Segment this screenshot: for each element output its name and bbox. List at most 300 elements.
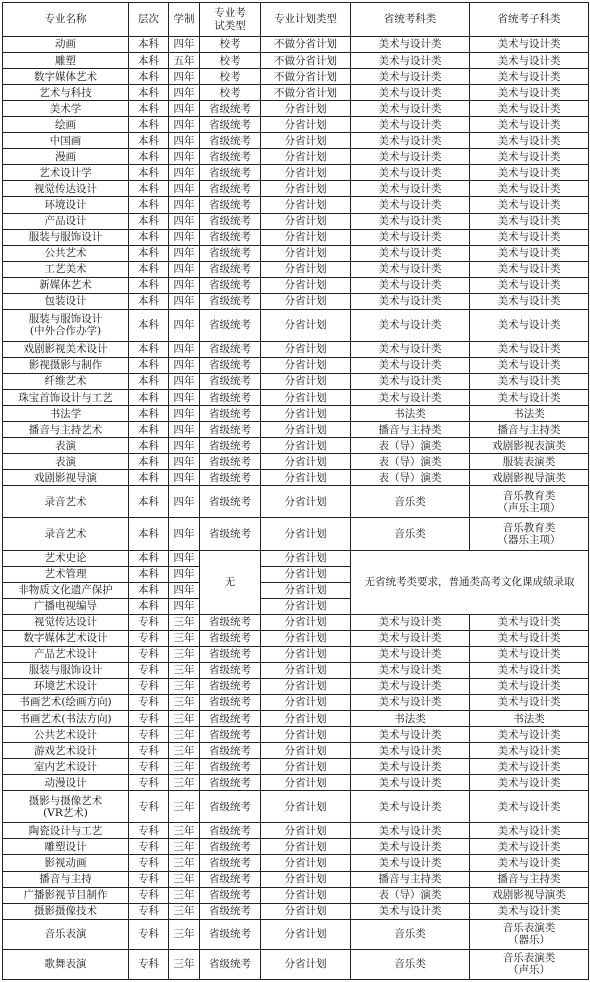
cell-exam-type: 省级统考 bbox=[200, 839, 261, 855]
cell-exam-type: 省级统考 bbox=[200, 438, 261, 454]
cell-exam-type: 省级统考 bbox=[200, 743, 261, 759]
cell-sub-subject: 音乐表演类 （器乐） bbox=[470, 919, 589, 949]
cell-duration: 四年 bbox=[169, 261, 200, 277]
cell-level: 专科 bbox=[129, 662, 169, 678]
cell-duration: 三年 bbox=[169, 903, 200, 919]
cell-plan-type: 分省计划 bbox=[261, 374, 351, 390]
cell-level: 本科 bbox=[129, 309, 169, 341]
cell-level: 专科 bbox=[129, 711, 169, 727]
cell-plan-type: 分省计划 bbox=[261, 823, 351, 839]
cell-duration: 四年 bbox=[169, 213, 200, 229]
table-row bbox=[3, 486, 589, 518]
cell-exam-type: 省级统考 bbox=[200, 518, 261, 550]
table-row bbox=[3, 309, 589, 341]
cell-subject: 美术与设计类 bbox=[351, 743, 470, 759]
cell-name: 广播电视编导 bbox=[3, 598, 129, 614]
cell-duration: 三年 bbox=[169, 662, 200, 678]
cell-name: 录音艺术 bbox=[3, 486, 129, 518]
cell-name: 表演 bbox=[3, 454, 129, 470]
cell-subject: 美术与设计类 bbox=[351, 903, 470, 919]
table-row bbox=[3, 293, 589, 309]
cell-sub-subject: 美术与设计类 bbox=[470, 390, 589, 406]
cell-duration: 三年 bbox=[169, 759, 200, 775]
cell-name: 服装与服饰设计 bbox=[3, 662, 129, 678]
cell-level: 专科 bbox=[129, 855, 169, 871]
cell-plan-type: 分省计划 bbox=[261, 887, 351, 903]
cell-exam-type: 省级统考 bbox=[200, 470, 261, 486]
cell-sub-subject: 音乐教育类 （器乐主项） bbox=[470, 518, 589, 550]
cell-name: 环境艺术设计 bbox=[3, 678, 129, 694]
cell-subject: 美术与设计类 bbox=[351, 245, 470, 261]
table-row bbox=[3, 775, 589, 791]
cell-subject: 美术与设计类 bbox=[351, 662, 470, 678]
cell-exam-type: 省级统考 bbox=[200, 919, 261, 949]
table-row bbox=[3, 101, 589, 117]
cell-subject: 美术与设计类 bbox=[351, 293, 470, 309]
cell-name: 环境设计 bbox=[3, 197, 129, 213]
table-row bbox=[3, 149, 589, 165]
cell-plan-type: 分省计划 bbox=[261, 261, 351, 277]
cell-plan-type: 分省计划 bbox=[261, 791, 351, 823]
cell-plan-type: 分省计划 bbox=[261, 422, 351, 438]
cell-subject: 美术与设计类 bbox=[351, 839, 470, 855]
cell-sub-subject: 美术与设计类 bbox=[470, 759, 589, 775]
cell-subject: 美术与设计类 bbox=[351, 117, 470, 133]
cell-subject: 美术与设计类 bbox=[351, 727, 470, 743]
table-row bbox=[3, 37, 589, 53]
cell-plan-type: 分省计划 bbox=[261, 566, 351, 582]
table-row bbox=[3, 390, 589, 406]
table-row bbox=[3, 165, 589, 181]
cell-plan-type: 分省计划 bbox=[261, 293, 351, 309]
cell-name: 公共艺术设计 bbox=[3, 727, 129, 743]
cell-exam-type: 省级统考 bbox=[200, 486, 261, 518]
cell-sub-subject: 美术与设计类 bbox=[470, 614, 589, 630]
cell-duration: 四年 bbox=[169, 181, 200, 197]
cell-name: 美术学 bbox=[3, 101, 129, 117]
no-exam-note-cell: 无省统考类要求，普通类高考文化课成绩录取 bbox=[351, 550, 589, 614]
cell-duration: 三年 bbox=[169, 823, 200, 839]
cell-plan-type: 分省计划 bbox=[261, 213, 351, 229]
cell-duration: 三年 bbox=[169, 727, 200, 743]
cell-name: 视觉传达设计 bbox=[3, 614, 129, 630]
cell-level: 本科 bbox=[129, 53, 169, 69]
no-exam-type-cell: 无 bbox=[200, 550, 261, 614]
cell-sub-subject: 美术与设计类 bbox=[470, 630, 589, 646]
cell-sub-subject: 美术与设计类 bbox=[470, 727, 589, 743]
cell-subject: 美术与设计类 bbox=[351, 165, 470, 181]
cell-duration: 四年 bbox=[169, 454, 200, 470]
table-row bbox=[3, 341, 589, 357]
cell-level: 本科 bbox=[129, 438, 169, 454]
cell-level: 专科 bbox=[129, 949, 169, 979]
cell-level: 本科 bbox=[129, 598, 169, 614]
table-row bbox=[3, 454, 589, 470]
cell-level: 专科 bbox=[129, 759, 169, 775]
table-row bbox=[3, 357, 589, 373]
table-row bbox=[3, 53, 589, 69]
cell-exam-type: 省级统考 bbox=[200, 662, 261, 678]
table-row bbox=[3, 261, 589, 277]
cell-subject: 美术与设计类 bbox=[351, 229, 470, 245]
cell-level: 专科 bbox=[129, 887, 169, 903]
cell-subject: 美术与设计类 bbox=[351, 197, 470, 213]
cell-exam-type: 省级统考 bbox=[200, 871, 261, 887]
table-row bbox=[3, 213, 589, 229]
cell-level: 本科 bbox=[129, 277, 169, 293]
cell-name: 雕塑 bbox=[3, 53, 129, 69]
cell-exam-type: 省级统考 bbox=[200, 727, 261, 743]
cell-subject: 美术与设计类 bbox=[351, 309, 470, 341]
cell-sub-subject: 美术与设计类 bbox=[470, 791, 589, 823]
cell-exam-type: 省级统考 bbox=[200, 197, 261, 213]
cell-plan-type: 分省计划 bbox=[261, 662, 351, 678]
cell-duration: 三年 bbox=[169, 614, 200, 630]
cell-subject: 美术与设计类 bbox=[351, 277, 470, 293]
cell-subject: 表（导）演类 bbox=[351, 470, 470, 486]
cell-name: 书画艺术(书法方向) bbox=[3, 711, 129, 727]
table-row bbox=[3, 855, 589, 871]
cell-subject: 美术与设计类 bbox=[351, 614, 470, 630]
cell-duration: 四年 bbox=[169, 37, 200, 53]
cell-name: 非物质文化遗产保护 bbox=[3, 582, 129, 598]
cell-sub-subject: 美术与设计类 bbox=[470, 678, 589, 694]
cell-subject: 美术与设计类 bbox=[351, 53, 470, 69]
cell-plan-type: 分省计划 bbox=[261, 855, 351, 871]
cell-sub-subject: 美术与设计类 bbox=[470, 69, 589, 85]
cell-duration: 三年 bbox=[169, 949, 200, 979]
cell-plan-type: 分省计划 bbox=[261, 406, 351, 422]
table-row bbox=[3, 903, 589, 919]
cell-subject: 美术与设计类 bbox=[351, 390, 470, 406]
table-row bbox=[3, 871, 589, 887]
cell-subject: 美术与设计类 bbox=[351, 775, 470, 791]
cell-level: 本科 bbox=[129, 566, 169, 582]
cell-duration: 三年 bbox=[169, 711, 200, 727]
cell-level: 专科 bbox=[129, 791, 169, 823]
table-row bbox=[3, 743, 589, 759]
cell-plan-type: 分省计划 bbox=[261, 694, 351, 710]
table-row bbox=[3, 229, 589, 245]
cell-exam-type: 省级统考 bbox=[200, 149, 261, 165]
cell-exam-type: 省级统考 bbox=[200, 341, 261, 357]
cell-sub-subject: 美术与设计类 bbox=[470, 823, 589, 839]
cell-name: 视觉传达设计 bbox=[3, 181, 129, 197]
table-row bbox=[3, 374, 589, 390]
cell-plan-type: 分省计划 bbox=[261, 454, 351, 470]
cell-exam-type: 省级统考 bbox=[200, 390, 261, 406]
cell-duration: 三年 bbox=[169, 855, 200, 871]
cell-exam-type: 省级统考 bbox=[200, 357, 261, 373]
cell-exam-type: 省级统考 bbox=[200, 678, 261, 694]
cell-subject: 表（导）演类 bbox=[351, 454, 470, 470]
cell-sub-subject: 美术与设计类 bbox=[470, 197, 589, 213]
table-row bbox=[3, 839, 589, 855]
cell-plan-type: 分省计划 bbox=[261, 438, 351, 454]
cell-plan-type: 分省计划 bbox=[261, 775, 351, 791]
cell-plan-type: 分省计划 bbox=[261, 341, 351, 357]
cell-plan-type: 分省计划 bbox=[261, 550, 351, 566]
cell-sub-subject: 美术与设计类 bbox=[470, 903, 589, 919]
col-header-subject: 省统考科类 bbox=[351, 3, 470, 37]
cell-subject: 美术与设计类 bbox=[351, 341, 470, 357]
cell-exam-type: 校考 bbox=[200, 69, 261, 85]
table-row bbox=[3, 759, 589, 775]
cell-duration: 四年 bbox=[169, 341, 200, 357]
cell-level: 本科 bbox=[129, 470, 169, 486]
cell-duration: 四年 bbox=[169, 69, 200, 85]
cell-level: 本科 bbox=[129, 229, 169, 245]
cell-exam-type: 省级统考 bbox=[200, 711, 261, 727]
table-row bbox=[3, 85, 589, 101]
cell-level: 本科 bbox=[129, 390, 169, 406]
cell-name: 艺术史论 bbox=[3, 550, 129, 566]
cell-level: 本科 bbox=[129, 85, 169, 101]
cell-name: 戏剧影视美术设计 bbox=[3, 341, 129, 357]
cell-exam-type: 省级统考 bbox=[200, 791, 261, 823]
table-row bbox=[3, 518, 589, 550]
cell-duration: 四年 bbox=[169, 598, 200, 614]
cell-duration: 四年 bbox=[169, 422, 200, 438]
cell-plan-type: 分省计划 bbox=[261, 117, 351, 133]
cell-sub-subject: 服装表演类 bbox=[470, 454, 589, 470]
cell-subject: 美术与设计类 bbox=[351, 181, 470, 197]
cell-level: 本科 bbox=[129, 181, 169, 197]
cell-exam-type: 省级统考 bbox=[200, 101, 261, 117]
cell-plan-type: 分省计划 bbox=[261, 149, 351, 165]
cell-sub-subject: 美术与设计类 bbox=[470, 646, 589, 662]
cell-exam-type: 省级统考 bbox=[200, 855, 261, 871]
cell-name: 游戏艺术设计 bbox=[3, 743, 129, 759]
table-row bbox=[3, 470, 589, 486]
cell-duration: 四年 bbox=[169, 117, 200, 133]
col-header-duration: 学制 bbox=[169, 3, 200, 37]
cell-duration: 三年 bbox=[169, 919, 200, 949]
cell-plan-type: 分省计划 bbox=[261, 245, 351, 261]
cell-duration: 四年 bbox=[169, 550, 200, 566]
cell-name: 音乐表演 bbox=[3, 919, 129, 949]
cell-duration: 四年 bbox=[169, 309, 200, 341]
cell-sub-subject: 美术与设计类 bbox=[470, 277, 589, 293]
cell-level: 本科 bbox=[129, 69, 169, 85]
cell-exam-type: 省级统考 bbox=[200, 903, 261, 919]
cell-duration: 三年 bbox=[169, 871, 200, 887]
cell-duration: 四年 bbox=[169, 357, 200, 373]
cell-plan-type: 分省计划 bbox=[261, 357, 351, 373]
cell-exam-type: 省级统考 bbox=[200, 422, 261, 438]
cell-name: 广播影视节目制作 bbox=[3, 887, 129, 903]
col-header-sub-subject: 省统考子科类 bbox=[470, 3, 589, 37]
admissions-table bbox=[2, 2, 589, 980]
cell-subject: 美术与设计类 bbox=[351, 101, 470, 117]
table-row bbox=[3, 422, 589, 438]
cell-subject: 表（导）演类 bbox=[351, 887, 470, 903]
cell-subject: 书法类 bbox=[351, 406, 470, 422]
cell-duration: 四年 bbox=[169, 165, 200, 181]
cell-subject: 书法类 bbox=[351, 711, 470, 727]
cell-name: 影视动画 bbox=[3, 855, 129, 871]
cell-exam-type: 省级统考 bbox=[200, 759, 261, 775]
cell-name: 动画 bbox=[3, 37, 129, 53]
cell-level: 本科 bbox=[129, 133, 169, 149]
cell-plan-type: 分省计划 bbox=[261, 390, 351, 406]
table-row bbox=[3, 711, 589, 727]
cell-subject: 音乐类 bbox=[351, 919, 470, 949]
cell-sub-subject: 美术与设计类 bbox=[470, 165, 589, 181]
cell-exam-type: 省级统考 bbox=[200, 694, 261, 710]
cell-subject: 音乐类 bbox=[351, 518, 470, 550]
cell-name: 播音与主持艺术 bbox=[3, 422, 129, 438]
cell-duration: 三年 bbox=[169, 694, 200, 710]
cell-level: 专科 bbox=[129, 614, 169, 630]
cell-plan-type: 分省计划 bbox=[261, 646, 351, 662]
cell-name: 摄影摄像技术 bbox=[3, 903, 129, 919]
cell-sub-subject: 美术与设计类 bbox=[470, 839, 589, 855]
cell-exam-type: 省级统考 bbox=[200, 775, 261, 791]
cell-name: 表演 bbox=[3, 438, 129, 454]
col-header-exam-type: 专业考 试类型 bbox=[200, 3, 261, 37]
cell-level: 专科 bbox=[129, 694, 169, 710]
cell-duration: 五年 bbox=[169, 53, 200, 69]
cell-subject: 美术与设计类 bbox=[351, 213, 470, 229]
cell-duration: 四年 bbox=[169, 566, 200, 582]
cell-exam-type: 省级统考 bbox=[200, 614, 261, 630]
cell-level: 本科 bbox=[129, 341, 169, 357]
cell-level: 专科 bbox=[129, 743, 169, 759]
cell-name: 录音艺术 bbox=[3, 518, 129, 550]
cell-level: 专科 bbox=[129, 903, 169, 919]
table-row bbox=[3, 727, 589, 743]
cell-subject: 美术与设计类 bbox=[351, 149, 470, 165]
cell-plan-type: 分省计划 bbox=[261, 165, 351, 181]
cell-name: 新媒体艺术 bbox=[3, 277, 129, 293]
cell-sub-subject: 音乐教育类 （声乐主项） bbox=[470, 486, 589, 518]
cell-level: 专科 bbox=[129, 919, 169, 949]
cell-duration: 四年 bbox=[169, 149, 200, 165]
cell-sub-subject: 美术与设计类 bbox=[470, 149, 589, 165]
cell-subject: 美术与设计类 bbox=[351, 37, 470, 53]
col-header-level: 层次 bbox=[129, 3, 169, 37]
cell-duration: 四年 bbox=[169, 390, 200, 406]
table-row bbox=[3, 791, 589, 823]
cell-exam-type: 省级统考 bbox=[200, 406, 261, 422]
cell-subject: 美术与设计类 bbox=[351, 85, 470, 101]
cell-level: 本科 bbox=[129, 518, 169, 550]
cell-duration: 四年 bbox=[169, 293, 200, 309]
cell-exam-type: 省级统考 bbox=[200, 165, 261, 181]
cell-exam-type: 省级统考 bbox=[200, 374, 261, 390]
cell-sub-subject: 美术与设计类 bbox=[470, 357, 589, 373]
cell-duration: 四年 bbox=[169, 470, 200, 486]
cell-exam-type: 省级统考 bbox=[200, 181, 261, 197]
cell-name: 服装与服饰设计 bbox=[3, 229, 129, 245]
cell-name: 书画艺术(绘画方向) bbox=[3, 694, 129, 710]
cell-sub-subject: 戏剧影视表演类 bbox=[470, 438, 589, 454]
cell-sub-subject: 播音与主持类 bbox=[470, 422, 589, 438]
cell-plan-type: 分省计划 bbox=[261, 919, 351, 949]
table-row bbox=[3, 662, 589, 678]
cell-sub-subject: 美术与设计类 bbox=[470, 53, 589, 69]
cell-subject: 美术与设计类 bbox=[351, 855, 470, 871]
cell-subject: 音乐类 bbox=[351, 949, 470, 979]
cell-exam-type: 省级统考 bbox=[200, 213, 261, 229]
cell-subject: 美术与设计类 bbox=[351, 646, 470, 662]
cell-duration: 三年 bbox=[169, 887, 200, 903]
cell-exam-type: 校考 bbox=[200, 85, 261, 101]
table-row bbox=[3, 438, 589, 454]
cell-level: 本科 bbox=[129, 293, 169, 309]
cell-plan-type: 不做分省计划 bbox=[261, 53, 351, 69]
cell-subject: 美术与设计类 bbox=[351, 791, 470, 823]
cell-level: 本科 bbox=[129, 149, 169, 165]
cell-level: 本科 bbox=[129, 357, 169, 373]
cell-sub-subject: 美术与设计类 bbox=[470, 341, 589, 357]
cell-exam-type: 省级统考 bbox=[200, 133, 261, 149]
table-row bbox=[3, 646, 589, 662]
cell-level: 本科 bbox=[129, 101, 169, 117]
cell-name: 产品设计 bbox=[3, 213, 129, 229]
cell-plan-type: 分省计划 bbox=[261, 518, 351, 550]
cell-sub-subject: 美术与设计类 bbox=[470, 309, 589, 341]
table-row bbox=[3, 949, 589, 979]
cell-sub-subject: 播音与主持类 bbox=[470, 871, 589, 887]
cell-name: 漫画 bbox=[3, 149, 129, 165]
cell-duration: 四年 bbox=[169, 101, 200, 117]
cell-level: 本科 bbox=[129, 117, 169, 133]
cell-level: 专科 bbox=[129, 839, 169, 855]
cell-sub-subject: 美术与设计类 bbox=[470, 133, 589, 149]
table-row bbox=[3, 630, 589, 646]
cell-plan-type: 分省计划 bbox=[261, 181, 351, 197]
cell-subject: 音乐类 bbox=[351, 486, 470, 518]
cell-duration: 四年 bbox=[169, 518, 200, 550]
cell-level: 专科 bbox=[129, 678, 169, 694]
cell-plan-type: 分省计划 bbox=[261, 678, 351, 694]
table-row bbox=[3, 887, 589, 903]
cell-level: 本科 bbox=[129, 486, 169, 518]
table-row bbox=[3, 694, 589, 710]
cell-subject: 播音与主持类 bbox=[351, 422, 470, 438]
cell-level: 本科 bbox=[129, 422, 169, 438]
table-row bbox=[3, 117, 589, 133]
table-row bbox=[3, 919, 589, 949]
cell-exam-type: 校考 bbox=[200, 37, 261, 53]
cell-level: 专科 bbox=[129, 823, 169, 839]
cell-sub-subject: 美术与设计类 bbox=[470, 245, 589, 261]
cell-level: 本科 bbox=[129, 213, 169, 229]
col-header-plan-type: 专业计划类型 bbox=[261, 3, 351, 37]
cell-name: 公共艺术 bbox=[3, 245, 129, 261]
cell-subject: 美术与设计类 bbox=[351, 823, 470, 839]
cell-plan-type: 分省计划 bbox=[261, 949, 351, 979]
cell-name: 产品艺术设计 bbox=[3, 646, 129, 662]
cell-level: 本科 bbox=[129, 197, 169, 213]
cell-subject: 美术与设计类 bbox=[351, 678, 470, 694]
table-row bbox=[3, 678, 589, 694]
cell-name: 珠宝首饰设计与工艺 bbox=[3, 390, 129, 406]
cell-exam-type: 校考 bbox=[200, 53, 261, 69]
table-row bbox=[3, 406, 589, 422]
cell-plan-type: 不做分省计划 bbox=[261, 69, 351, 85]
cell-level: 本科 bbox=[129, 550, 169, 566]
cell-plan-type: 分省计划 bbox=[261, 598, 351, 614]
cell-level: 专科 bbox=[129, 727, 169, 743]
table-row bbox=[3, 181, 589, 197]
cell-subject: 美术与设计类 bbox=[351, 694, 470, 710]
cell-name: 动漫设计 bbox=[3, 775, 129, 791]
cell-exam-type: 省级统考 bbox=[200, 261, 261, 277]
cell-plan-type: 分省计划 bbox=[261, 630, 351, 646]
